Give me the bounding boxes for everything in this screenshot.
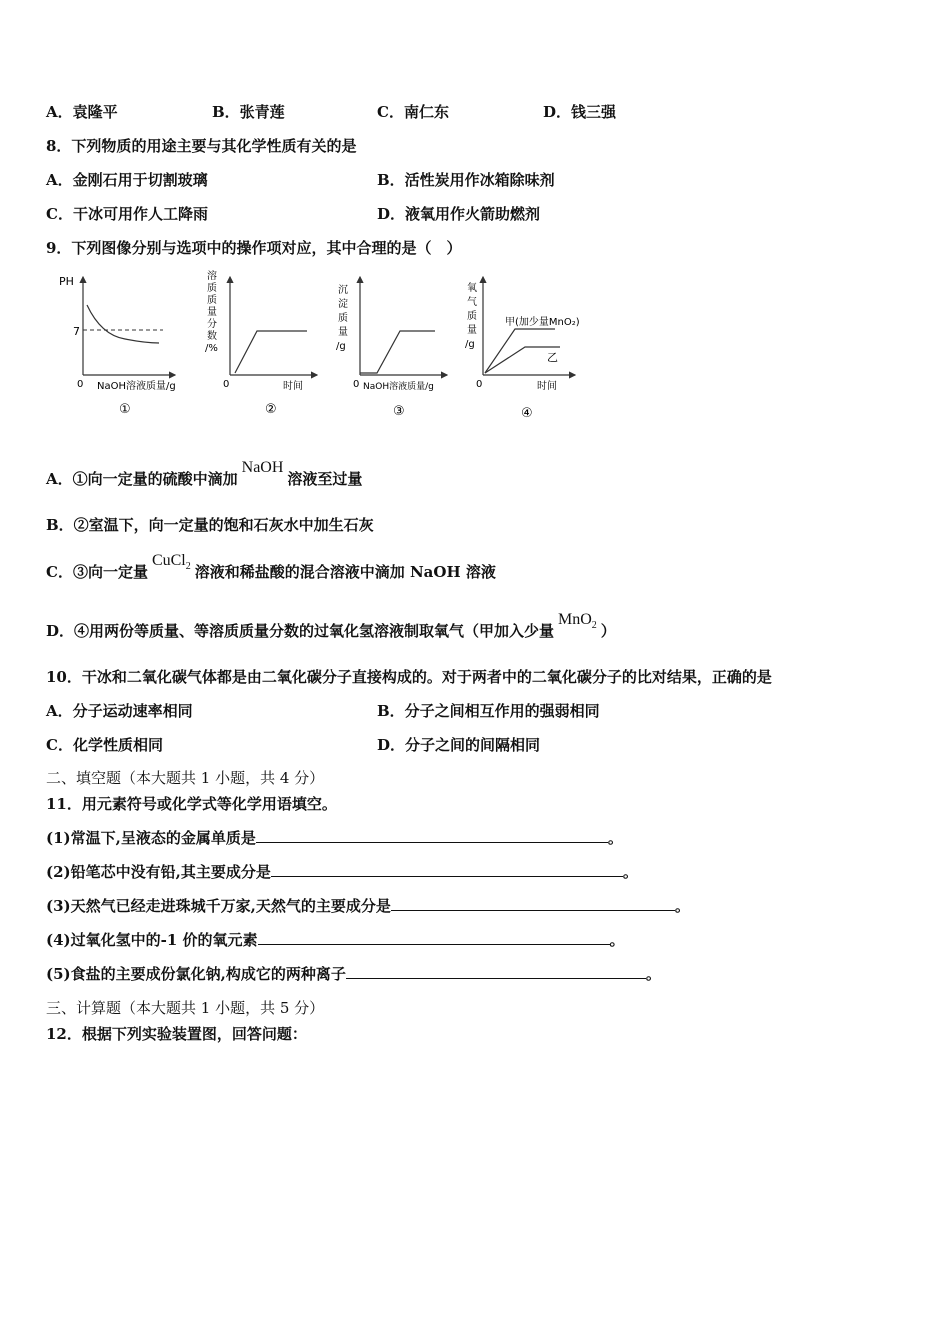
g4-label-yi: 乙 — [547, 351, 558, 364]
g3-ylabel: 沉 淀 质 量 /g — [336, 285, 348, 352]
q7-option-b: B．张青莲 — [212, 103, 285, 121]
g2-origin: 0 — [223, 379, 230, 390]
q9-stem: 9．下列图像分别与选项中的操作项对应，其中合理的是（ ） — [46, 239, 462, 257]
g4-xlabel: 时间 — [537, 381, 557, 392]
q8-option-d: D．液氧用作火箭助燃剂 — [377, 205, 541, 223]
answer-blank-3[interactable] — [391, 896, 675, 911]
q7-option-a: A．袁隆平 — [46, 103, 118, 121]
g3-line — [360, 331, 435, 373]
q8-option-b: B．活性炭用作冰箱除味剂 — [377, 171, 555, 189]
q7-option-c: C．南仁东 — [377, 103, 449, 121]
g1-caption: ① — [119, 402, 131, 417]
formula-cucl2: CuCl$_2$ — [151, 552, 191, 573]
g4-label-jia: 甲(加少量MnO₂) — [505, 317, 580, 328]
g1-origin: 0 — [77, 379, 84, 390]
g3-xlabel: NaOH溶液质量/g — [363, 382, 434, 392]
g2-xlabel: 时间 — [283, 381, 303, 392]
q9-option-b: B．②室温下，向一定量的饱和石灰水中加生石灰 — [46, 516, 374, 534]
q11-part-5: (5)食盐的主要成份氯化钠,构成它的两种离子 。 — [46, 965, 661, 983]
g4-ylabel: 氧 气 质 量 /g — [465, 283, 477, 350]
answer-blank-4[interactable] — [258, 930, 610, 945]
g3-origin: 0 — [353, 379, 360, 390]
graph-1 — [59, 275, 176, 417]
g1-xlabel: NaOH溶液质量/g — [97, 381, 176, 392]
g2-ylabel: 溶 质 质 量 分 数 /% — [205, 271, 218, 354]
graph-2 — [205, 269, 317, 417]
answer-blank-1[interactable] — [256, 828, 608, 843]
q10-option-a: A．分子运动速率相同 — [46, 702, 193, 720]
formula-mno2: MnO$_2$ — [558, 611, 597, 632]
g3-caption: ③ — [393, 404, 405, 419]
g4-origin: 0 — [476, 379, 483, 390]
q8-option-a: A．金刚石用于切割玻璃 — [46, 171, 208, 189]
g1-ylabel: PH — [59, 275, 74, 288]
q10-option-c: C．化学性质相同 — [46, 736, 163, 754]
q9-option-c: C．③向一定量CuCl$_2$ 溶液和稀盐酸的混合溶液中滴加 NaOH 溶液 — [46, 552, 496, 581]
q10-option-b: B．分子之间相互作用的强弱相同 — [377, 702, 600, 720]
q11-part-1: (1)常温下,呈液态的金属单质是 。 — [46, 829, 623, 847]
q8-option-c: C．干冰可用作人工降雨 — [46, 205, 208, 223]
g4-caption: ④ — [521, 406, 533, 421]
answer-blank-2[interactable] — [271, 862, 623, 877]
g1-curve — [87, 305, 159, 343]
g2-line — [235, 331, 307, 373]
q9-option-d: D．④用两份等质量、等溶质质量分数的过氧化氢溶液制取氧气（甲加入少量MnO$_2$ ） — [46, 611, 616, 640]
answer-blank-5[interactable] — [346, 964, 646, 979]
g2-caption: ② — [265, 402, 277, 417]
section-3-heading: 三、计算题（本大题共 1 小题，共 5 分） — [46, 999, 325, 1017]
q11-part-2: (2)铅笔芯中没有铅,其主要成分是 。 — [46, 863, 638, 881]
q10-stem: 10．干冰和二氧化碳气体都是由二氧化碳分子直接构成的。对于两者中的二氧化碳分子的比对结果，正确的是 — [46, 668, 772, 686]
q9-option-a: A．①向一定量的硫酸中滴加NaOH溶液至过量 — [46, 459, 363, 488]
q11-part-3: (3)天然气已经走进珠城千万家,天然气的主要成分是 。 — [46, 897, 690, 915]
q9-graphs-figure — [55, 265, 615, 430]
q10-option-d: D．分子之间的间隔相同 — [377, 736, 541, 754]
q11-part-4: (4)过氧化氢中的-1 价的氧元素 。 — [46, 931, 625, 949]
section-2-heading: 二、填空题（本大题共 1 小题，共 4 分） — [46, 769, 325, 787]
q7-option-d: D．钱三强 — [543, 103, 617, 121]
q12-stem: 12．根据下列实验装置图，回答问题： — [46, 1025, 307, 1043]
q8-stem: 8．下列物质的用途主要与其化学性质有关的是 — [46, 137, 357, 155]
g1-tick: 7 — [73, 325, 80, 338]
formula-naoh: NaOH — [241, 459, 284, 476]
graph-4 — [465, 277, 580, 421]
q11-stem: 11．用元素符号或化学式等化学用语填空。 — [46, 795, 337, 813]
graph-3 — [336, 277, 447, 419]
